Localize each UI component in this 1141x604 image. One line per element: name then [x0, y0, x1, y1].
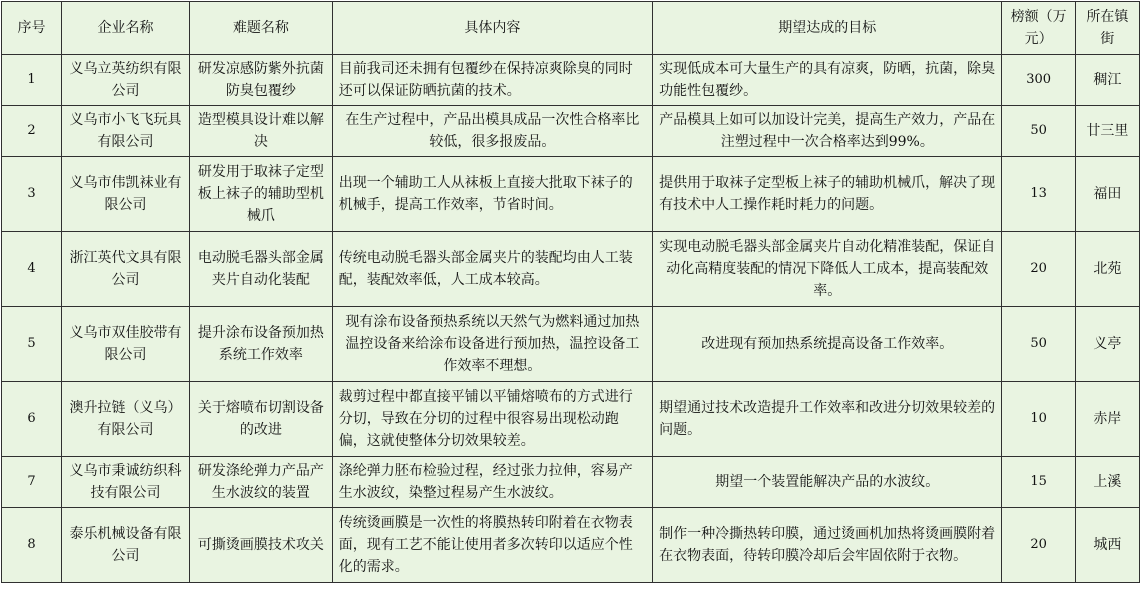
table-row: [2, 508, 1140, 583]
row-company: 义乌市伟凯袜业有限公司: [61, 157, 189, 232]
row-goal: 提供用于取袜子定型板上袜子的辅助机械爪，解决了现有技术中人工操作耗时耗力的问题。: [653, 157, 1002, 232]
row-company: 义乌市小飞飞玩具有限公司: [61, 106, 189, 157]
row-amount: 10: [1002, 382, 1075, 457]
row-index: 3: [2, 157, 62, 232]
row-content: 传统电动脱毛器头部金属夹片的装配均由人工装配，装配效率低，人工成本较高。: [332, 232, 652, 307]
row-content: 涤纶弹力胚布检验过程，经过张力拉伸，容易产生水波纹，染整过程易产生水波纹。: [332, 457, 652, 508]
row-amount: 13: [1002, 157, 1075, 232]
row-goal: 产品模具上如可以加设计完美，提高生产效力，产品在注塑过程中一次合格率达到99%。: [653, 106, 1002, 157]
row-company: 义乌市秉诚纺织科技有限公司: [61, 457, 189, 508]
row-town: 稠江: [1075, 55, 1139, 106]
row-problem: 关于熔喷布切割设备的改进: [190, 382, 333, 457]
row-index: 6: [2, 382, 62, 457]
row-goal: 实现电动脱毛器头部金属夹片自动化精准装配，保证自动化高精度装配的情况下降低人工成本，提高装配效率。: [653, 232, 1002, 307]
header-company: 企业名称: [61, 2, 189, 55]
row-goal: 期望一个装置能解决产品的水波纹。: [653, 457, 1002, 508]
table-row: [2, 307, 1140, 382]
row-amount: 50: [1002, 106, 1075, 157]
row-company: 泰乐机械设备有限公司: [61, 508, 189, 583]
row-content: 传统烫画膜是一次性的将膜热转印附着在衣物表面，现有工艺不能让使用者多次转印以适应个性化的需求。: [332, 508, 652, 583]
row-company: 浙江英代文具有限公司: [61, 232, 189, 307]
row-town: 赤岸: [1075, 382, 1139, 457]
header-index: 序号: [2, 2, 62, 55]
row-problem: 研发凉感防紫外抗菌防臭包覆纱: [190, 55, 333, 106]
row-problem: 研发用于取袜子定型板上袜子的辅助型机械爪: [190, 157, 333, 232]
row-content: 裁剪过程中都直接平铺以平铺熔喷布的方式进行分切，导致在分切的过程中很容易出现松动跑偏，这就使整体分切效果较差。: [332, 382, 652, 457]
table-row: [2, 55, 1140, 106]
row-town: 廿三里: [1075, 106, 1139, 157]
row-problem: 研发涤纶弹力产品产生水波纹的装置: [190, 457, 333, 508]
row-problem: 可撕烫画膜技术攻关: [190, 508, 333, 583]
row-goal: 制作一种冷撕热转印膜，通过烫画机加热将烫画膜附着在衣物表面，待转印膜冷却后会牢固依附于衣物。: [653, 508, 1002, 583]
row-amount: 300: [1002, 55, 1075, 106]
table-row: [2, 106, 1140, 157]
row-index: 2: [2, 106, 62, 157]
row-problem: 电动脱毛器头部金属夹片自动化装配: [190, 232, 333, 307]
row-company: 义乌立英纺织有限公司: [61, 55, 189, 106]
header-goal: 期望达成的目标: [653, 2, 1002, 55]
row-amount: 20: [1002, 508, 1075, 583]
table-row: [2, 382, 1140, 457]
header-town: 所在镇街: [1075, 2, 1139, 55]
row-company: 义乌市双佳胶带有限公司: [61, 307, 189, 382]
header-content: 具体内容: [332, 2, 652, 55]
table-row: [2, 457, 1140, 508]
row-goal: 实现低成本可大量生产的具有凉爽，防晒，抗菌，除臭功能性包覆纱。: [653, 55, 1002, 106]
row-index: 8: [2, 508, 62, 583]
header-row: [2, 2, 1140, 55]
row-goal: 期望通过技术改造提升工作效率和改进分切效果较差的问题。: [653, 382, 1002, 457]
row-index: 4: [2, 232, 62, 307]
table-row: [2, 157, 1140, 232]
row-town: 福田: [1075, 157, 1139, 232]
table-row: [2, 232, 1140, 307]
row-content: 现有涂布设备预热系统以天然气为燃料通过加热温控设备来给涂布设备进行预加热，温控设备工作效率不理想。: [332, 307, 652, 382]
row-town: 城西: [1075, 508, 1139, 583]
row-index: 1: [2, 55, 62, 106]
row-company: 澳升拉链（义乌）有限公司: [61, 382, 189, 457]
row-index: 5: [2, 307, 62, 382]
row-amount: 50: [1002, 307, 1075, 382]
row-index: 7: [2, 457, 62, 508]
header-amount: 榜额（万元）: [1002, 2, 1075, 55]
row-amount: 20: [1002, 232, 1075, 307]
header-problem: 难题名称: [190, 2, 333, 55]
row-problem: 造型模具设计难以解决: [190, 106, 333, 157]
row-problem: 提升涂布设备预加热系统工作效率: [190, 307, 333, 382]
row-goal: 改进现有预加热系统提高设备工作效率。: [653, 307, 1002, 382]
row-content: 出现一个辅助工人从袜板上直接大批取下袜子的机械手，提高工作效率，节省时间。: [332, 157, 652, 232]
row-content: 目前我司还未拥有包覆纱在保持凉爽除臭的同时还可以保证防晒抗菌的技术。: [332, 55, 652, 106]
row-amount: 15: [1002, 457, 1075, 508]
row-town: 上溪: [1075, 457, 1139, 508]
row-town: 北苑: [1075, 232, 1139, 307]
row-content: 在生产过程中，产品出模具成品一次性合格率比较低，很多报废品。: [332, 106, 652, 157]
row-town: 义亭: [1075, 307, 1139, 382]
challenge-table: [1, 1, 1140, 583]
